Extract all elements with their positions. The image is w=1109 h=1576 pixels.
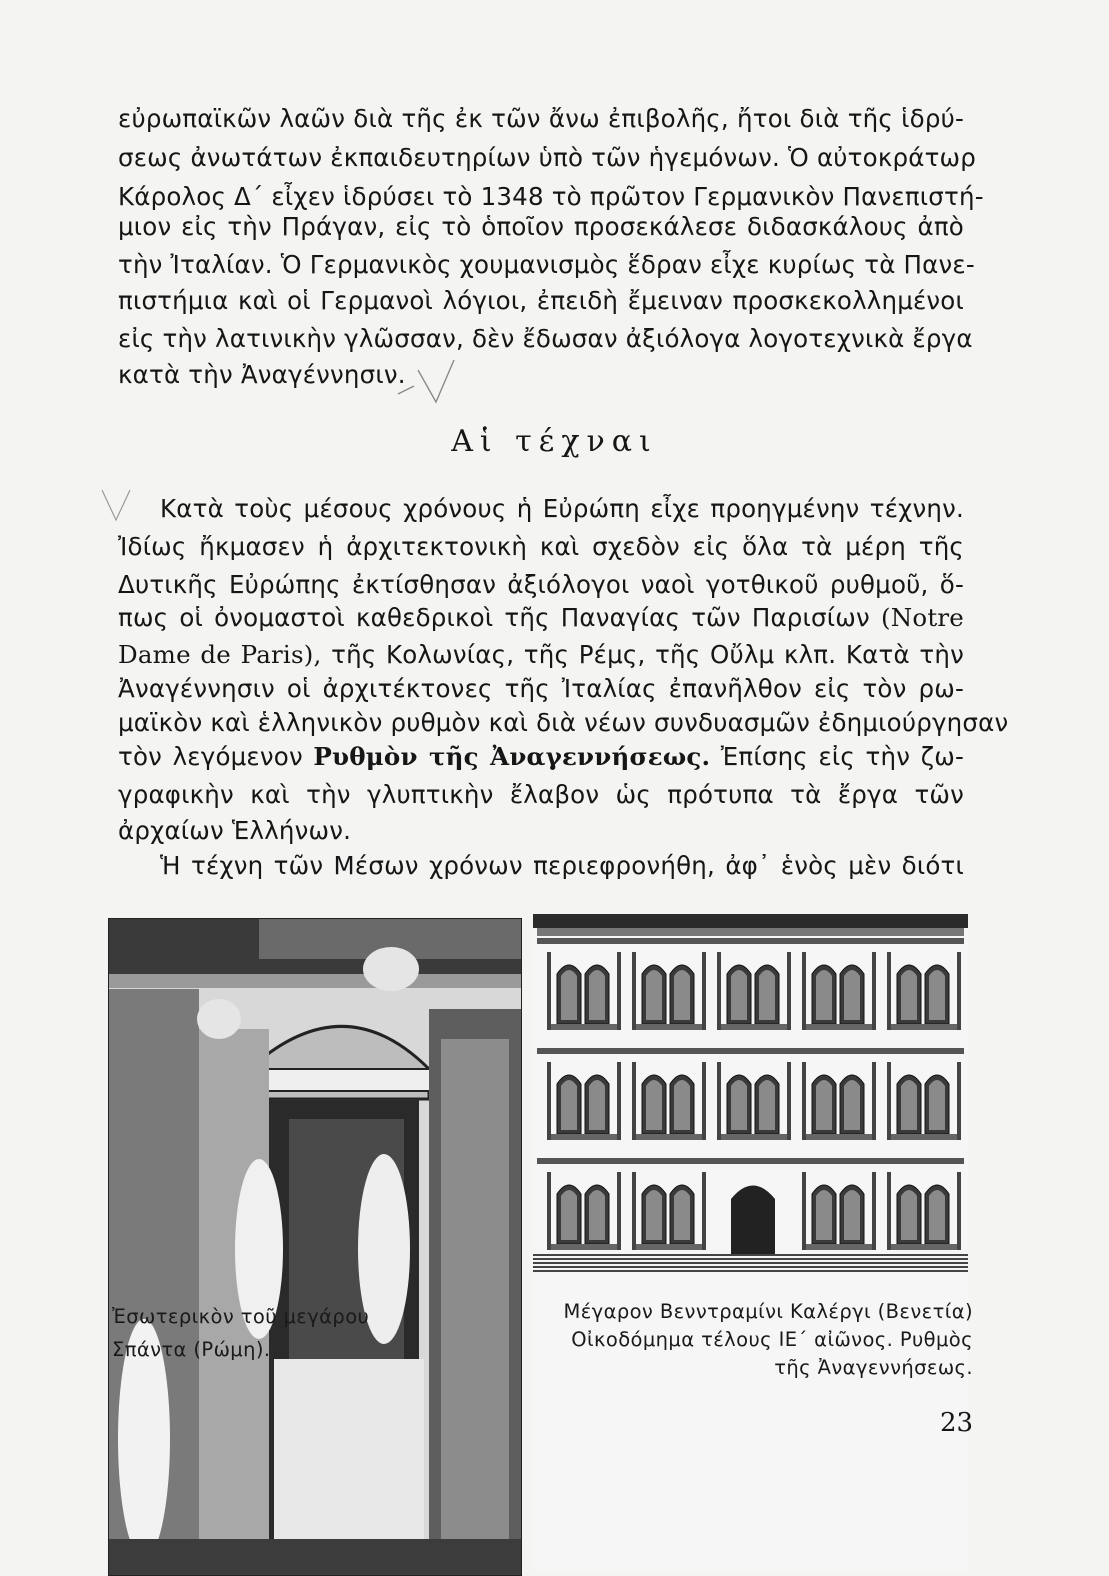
- text-span: Ἐπίσης εἰς τὴν ζω-: [720, 742, 964, 771]
- pencil-check-mark-icon: [396, 356, 466, 408]
- text-line: Δυτικῆς Εὐρώπης ἐκτίσθησαν ἀξιόλογοι ναοὶ γοτθικοῦ ρυθμοῦ, ὅ-: [118, 570, 964, 599]
- text-line: κατὰ τὴν Ἀναγέννησιν.: [118, 360, 406, 389]
- page-number: 23: [940, 1408, 974, 1438]
- section-heading: Αἱ τέχναι: [451, 424, 658, 459]
- text-line: Ἡ τέχνη τῶν Μέσων χρόνων περιεφρονήθη, ἀφ᾿ ἑνὸς μὲν διότι: [160, 851, 964, 880]
- text-line: πιστήμια καὶ οἱ Γερμανοὶ λόγιοι, ἐπειδὴ ἔμειναν προσκεκολλημένοι: [118, 286, 964, 315]
- figure-right-caption-line: Μέγαρον Βενντραμίνι Καλέργι (Βενετία): [563, 1300, 973, 1323]
- figure-left-image: [108, 918, 522, 1576]
- text-line: [118, 742, 964, 772]
- text-line: μιον εἰς τὴν Πράγαν, εἰς τὸ ὁποῖον προσεκάλεσε διδασκάλους ἀπὸ: [118, 212, 964, 241]
- figure-left-caption-line: Ἐσωτερικὸν τοῦ μεγάρου: [112, 1305, 370, 1328]
- figure-left-caption-line: Σπάντα (Ρώμη).: [112, 1338, 271, 1361]
- pencil-check-mark-icon: [100, 488, 132, 524]
- text-line: εὐρωπαϊκῶν λαῶν διὰ τῆς ἐκ τῶν ἄνω ἐπιβολῆς, ἤτοι διὰ τῆς ἱδρύ-: [118, 104, 964, 133]
- text-line: Ἀναγέννησιν οἱ ἀρχιτέκτονες τῆς Ἰταλίας ἐπανῆλθον εἰς τὸν ρω-: [118, 674, 964, 703]
- text-line: [118, 640, 964, 670]
- text-line: μαϊκὸν καὶ ἑλληνικὸν ρυθμὸν καὶ διὰ νέων συνδυασμῶν ἐδημιούργησαν: [118, 708, 1009, 737]
- text-span: τὸν λεγόμενον: [118, 742, 303, 771]
- text-span: (Notre: [880, 603, 964, 632]
- text-line: [118, 603, 964, 633]
- text-line: τὴν Ἰταλίαν. Ὁ Γερμανικὸς χουμανισμὸς ἕδραν εἶχε κυρίως τὰ Πανε-: [118, 250, 975, 279]
- text-line: Κάρολος Δ΄ εἶχεν ἱδρύσει τὸ 1348 τὸ πρῶτον Γερμανικὸν Πανεπιστή-: [118, 182, 984, 211]
- figure-right-caption-line: τῆς Ἀναγεννήσεως.: [774, 1356, 973, 1379]
- text-line: Ἰδίως ἤκμασεν ἡ ἀρχιτεκτονικὴ καὶ σχεδὸν εἰς ὅλα τὰ μέρη τῆς: [118, 532, 964, 561]
- text-line: γραφικὴν καὶ τὴν γλυπτικὴν ἔλαβον ὡς πρότυπα τὰ ἔργα τῶν: [118, 780, 964, 809]
- text-span: πως οἱ ὀνομαστοὶ καθεδρικοὶ τῆς Παναγίας τῶν Παρισίων: [118, 603, 870, 632]
- text-line: Κατὰ τοὺς μέσους χρόνους ἡ Εὐρώπη εἶχε προηγμένην τέχνην.: [160, 494, 964, 523]
- text-line: εἰς τὴν λατινικὴν γλῶσσαν, δὲν ἔδωσαν ἀξιόλογα λογοτεχνικὰ ἔργα: [118, 324, 973, 353]
- figure-right-caption-line: Οἰκοδόμημα τέλους ΙΕ΄ αἰῶνος. Ρυθμὸς: [571, 1328, 973, 1351]
- bold-term: Ρυθμὸν τῆς Ἀναγεννήσεως.: [313, 742, 711, 771]
- text-span: Dame de Paris),: [118, 640, 322, 669]
- text-line: ἀρχαίων Ἑλλήνων.: [118, 816, 352, 845]
- text-span: τῆς Κολωνίας, τῆς Ρέμς, τῆς Οὔλμ κλπ. Κατὰ τὴν: [331, 640, 964, 669]
- figure-right-image: [533, 914, 968, 1570]
- text-line: σεως ἀνωτάτων ἐκπαιδευτηρίων ὑπὸ τῶν ἡγεμόνων. Ὁ αὐτοκράτωρ: [118, 143, 976, 172]
